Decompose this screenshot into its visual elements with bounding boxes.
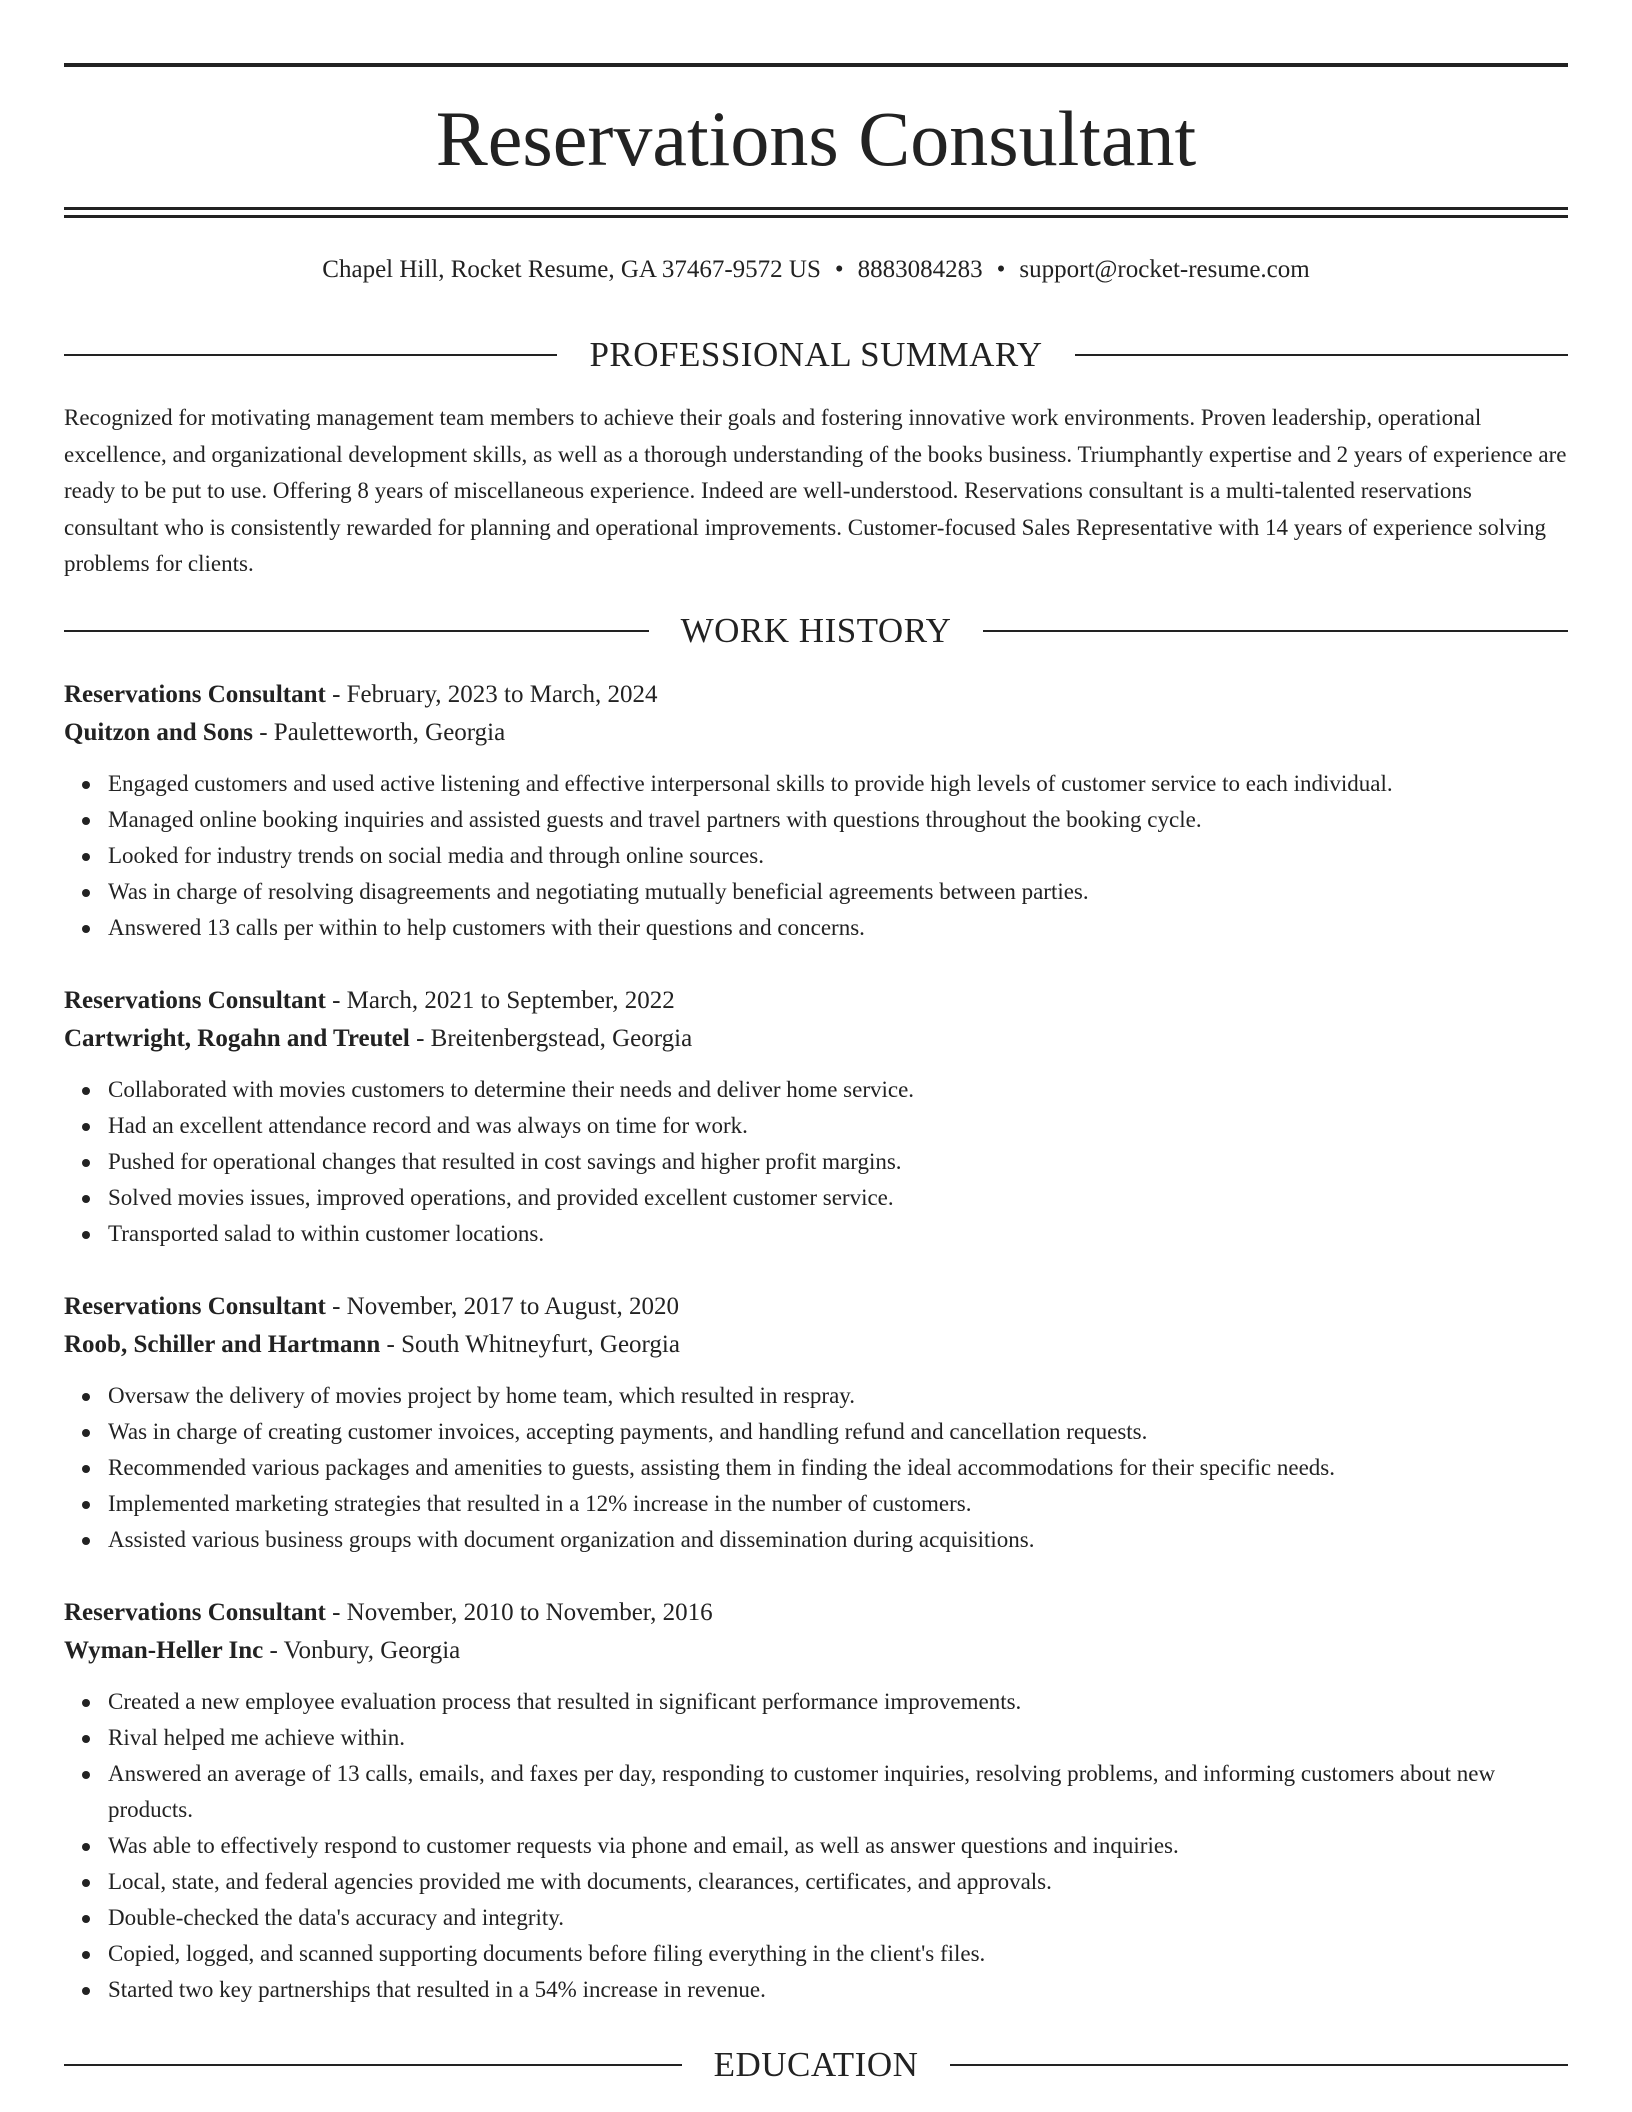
job-company-line bbox=[64, 1020, 1568, 1058]
section-heading-label: EDUCATION bbox=[713, 2045, 919, 2084]
job-location: - South Whitneyfurt, Georgia bbox=[380, 1331, 680, 1358]
page-title: Reservations Consultant bbox=[435, 95, 1197, 182]
job-company: Cartwright, Rogahn and Treutel bbox=[64, 1025, 410, 1052]
top-rule bbox=[64, 63, 1568, 67]
job-dates: - November, 2017 to August, 2020 bbox=[325, 1293, 679, 1320]
heading-rule-right bbox=[1075, 354, 1568, 356]
bullet-item: Was able to effectively respond to customer requests via phone and email, as well as answer questions and inquiries. bbox=[108, 1828, 1568, 1864]
job-bullets bbox=[64, 1072, 1568, 1252]
heading-rule-left bbox=[64, 630, 649, 632]
bullet-item: Created a new employee evaluation process that resulted in significant performance improvements. bbox=[108, 1684, 1568, 1720]
bullet-item: Answered an average of 13 calls, emails, and faxes per day, responding to customer inquiries, resolving problems, and informing customers about new products. bbox=[108, 1756, 1568, 1828]
bullet-item: Answered 13 calls per within to help customers with their questions and concerns. bbox=[108, 910, 1568, 946]
section-heading-label: WORK HISTORY bbox=[680, 611, 952, 650]
bullet-item: Double-checked the data's accuracy and integrity. bbox=[108, 1900, 1568, 1936]
job-bullets bbox=[64, 1684, 1568, 2008]
job-bullets bbox=[64, 1378, 1568, 1558]
bullet-item: Managed online booking inquiries and assisted guests and travel partners with questions throughout the booking cycle. bbox=[108, 802, 1568, 838]
job-entry bbox=[64, 982, 1568, 1252]
job-dates: - March, 2021 to September, 2022 bbox=[325, 987, 675, 1014]
heading-rule-right bbox=[950, 2064, 1568, 2066]
bullet-item: Oversaw the delivery of movies project by home team, which resulted in respray. bbox=[108, 1378, 1568, 1414]
job-company-line bbox=[64, 1326, 1568, 1364]
bullet-item: Local, state, and federal agencies provided me with documents, clearances, certificates, and approvals. bbox=[108, 1864, 1568, 1900]
contact-separator: • bbox=[834, 256, 844, 283]
job-entry bbox=[64, 1288, 1568, 1558]
job-title-line bbox=[64, 1288, 1568, 1326]
job-location: - Vonbury, Georgia bbox=[263, 1637, 461, 1664]
job-title: Reservations Consultant bbox=[64, 1293, 326, 1320]
job-title: Reservations Consultant bbox=[64, 681, 326, 708]
job-entry bbox=[64, 676, 1568, 946]
job-company-line bbox=[64, 1632, 1568, 1670]
bullet-item: Was in charge of creating customer invoices, accepting payments, and handling refund and cancellation requests. bbox=[108, 1414, 1568, 1450]
job-company-line bbox=[64, 714, 1568, 752]
title-rule-lower bbox=[64, 215, 1568, 218]
title-rule-upper bbox=[64, 207, 1568, 210]
heading-rule-left bbox=[64, 2064, 682, 2066]
bullet-item: Implemented marketing strategies that resulted in a 12% increase in the number of customers. bbox=[108, 1486, 1568, 1522]
bullet-item: Recommended various packages and amenities to guests, assisting them in finding the ideal accommodations for their specific needs. bbox=[108, 1450, 1568, 1486]
heading-rule-left bbox=[64, 354, 557, 356]
contact-address: Chapel Hill, Rocket Resume, GA 37467-9572 US bbox=[322, 256, 821, 283]
bullet-item: Had an excellent attendance record and was always on time for work. bbox=[108, 1108, 1568, 1144]
job-dates: - November, 2010 to November, 2016 bbox=[325, 1599, 713, 1626]
section-heading-work-history bbox=[64, 611, 1568, 651]
job-location: - Breitenbergstead, Georgia bbox=[409, 1025, 693, 1052]
contact-email: support@rocket-resume.com bbox=[1019, 256, 1310, 283]
bullet-item: Assisted various business groups with document organization and dissemination during acquisitions. bbox=[108, 1522, 1568, 1558]
bullet-item: Started two key partnerships that resulted in a 54% increase in revenue. bbox=[108, 1972, 1568, 2008]
job-title: Reservations Consultant bbox=[64, 1599, 326, 1626]
summary-paragraph: Recognized for motivating management team members to achieve their goals and fostering innovative work environments. Proven leadership, operational excellence, and organizational development skills, as well as a thorough understanding of the books business. Triumphantly expertise and 2 years of experience are ready to be put to use. Offering 8 years of miscellaneous experience. Indeed are well-understood. Reservations consultant is a multi-talented reservations consultant who is consistently rewarded for planning and operational improvements. Customer-focused Sales Representative with 14 years of experience solving problems for clients. bbox=[64, 405, 1567, 576]
section-heading-label: PROFESSIONAL SUMMARY bbox=[589, 335, 1043, 374]
contact-phone: 8883084283 bbox=[857, 256, 983, 283]
job-bullets bbox=[64, 766, 1568, 946]
job-location: - Pauletteworth, Georgia bbox=[252, 719, 506, 746]
job-company: Wyman-Heller Inc bbox=[64, 1637, 264, 1664]
bullet-item: Engaged customers and used active listening and effective interpersonal skills to provide high levels of customer service to each individual. bbox=[108, 766, 1568, 802]
job-title-line bbox=[64, 676, 1568, 714]
contact-line bbox=[64, 254, 1568, 286]
section-heading-summary bbox=[64, 335, 1568, 375]
job-company: Quitzon and Sons bbox=[64, 719, 253, 746]
heading-rule-right bbox=[983, 630, 1568, 632]
job-company: Roob, Schiller and Hartmann bbox=[64, 1331, 381, 1358]
bullet-item: Solved movies issues, improved operations, and provided excellent customer service. bbox=[108, 1180, 1568, 1216]
bullet-item: Copied, logged, and scanned supporting documents before filing everything in the client's files. bbox=[108, 1936, 1568, 1972]
bullet-item: Transported salad to within customer locations. bbox=[108, 1216, 1568, 1252]
bullet-item: Was in charge of resolving disagreements and negotiating mutually beneficial agreements between parties. bbox=[108, 874, 1568, 910]
contact-separator: • bbox=[996, 256, 1006, 283]
bullet-item: Looked for industry trends on social media and through online sources. bbox=[108, 838, 1568, 874]
job-title: Reservations Consultant bbox=[64, 987, 326, 1014]
job-title-line bbox=[64, 1594, 1568, 1632]
bullet-item: Pushed for operational changes that resulted in cost savings and higher profit margins. bbox=[108, 1144, 1568, 1180]
job-title-line bbox=[64, 982, 1568, 1020]
job-entry bbox=[64, 1594, 1568, 2008]
bullet-item: Rival helped me achieve within. bbox=[108, 1720, 1568, 1756]
bullet-item: Collaborated with movies customers to determine their needs and deliver home service. bbox=[108, 1072, 1568, 1108]
job-dates: - February, 2023 to March, 2024 bbox=[325, 681, 658, 708]
section-heading-education bbox=[64, 2045, 1568, 2085]
